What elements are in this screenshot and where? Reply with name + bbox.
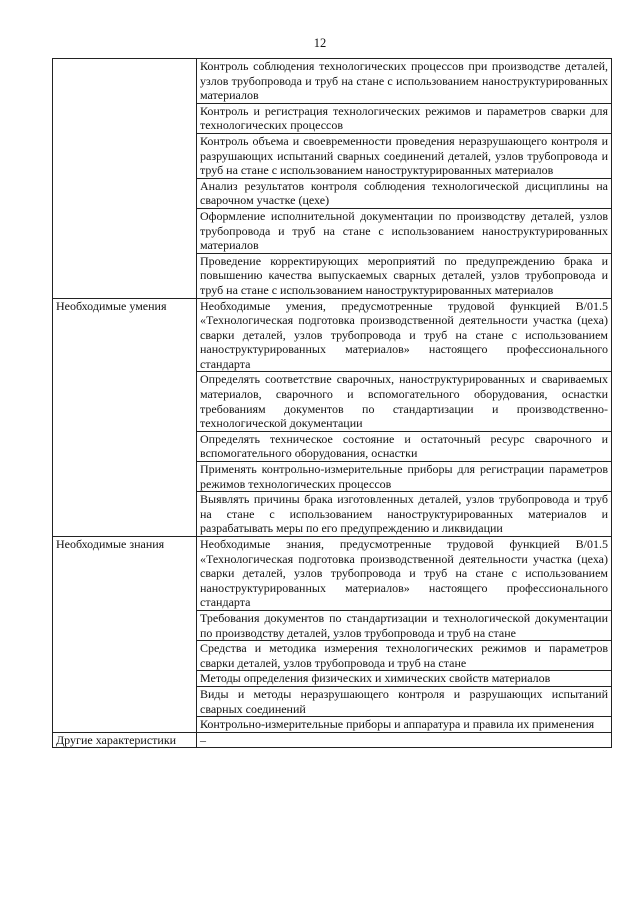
table-cell: Методы определения физических и химических свойств материалов — [197, 671, 612, 687]
table-cell: Контроль объема и своевременности проведения неразрушающего контроля и разрушающих испытаний сварных соединений деталей, узлов трубопровода и труб на стане с использованием наноструктурированных материалов — [197, 133, 612, 178]
table-cell: Контроль и регистрация технологических режимов и параметров сварки для технологических процессов — [197, 103, 612, 133]
table-cell: Применять контрольно-измерительные приборы для регистрации параметров режимов технологических процессов — [197, 462, 612, 492]
table-row — [53, 732, 612, 748]
table-cell: Определять соответствие сварочных, наноструктурированных и свариваемых материалов, сварочного и вспомогательного оборудования, оснастки требованиям документов по стандартизации и производственно-технологической документации — [197, 372, 612, 431]
table-row — [53, 537, 612, 611]
row-label-knowledge: Необходимые знания — [53, 537, 197, 733]
table-cell: Выявлять причины брака изготовленных деталей, узлов трубопровода и труб на стане с использованием наноструктурированных материалов и разрабатывать меры по его предупреждению и ликвидации — [197, 492, 612, 537]
requirements-table — [52, 58, 612, 748]
table-cell: – — [197, 732, 612, 748]
table-cell: Анализ результатов контроля соблюдения технологической дисциплины на сварочном участке (цехе) — [197, 178, 612, 208]
page-number: 12 — [313, 36, 327, 50]
table-cell: Необходимые умения, предусмотренные трудовой функцией B/01.5 «Технологическая подготовка производственной деятельности участка (цеха) сварки деталей, узлов трубопровода и труб на стане с использованием наноструктурированных материалов» настоящего профессионального стандарта — [197, 298, 612, 372]
table-cell: Проведение корректирующих мероприятий по предупреждению брака и повышению качества выпускаемых сварных деталей, узлов трубопровода и труб на стане с использованием наноструктурированных материалов — [197, 253, 612, 298]
table-cell: Оформление исполнительной документации по производству деталей, узлов трубопровода и труб на стане с использованием наноструктурированных материалов — [197, 208, 612, 253]
row-label-skills: Необходимые умения — [53, 298, 197, 537]
row-label-other: Другие характеристики — [53, 732, 197, 748]
row-label — [53, 59, 197, 299]
table-cell: Определять техническое состояние и остаточный ресурс сварочного и вспомогательного оборудования, оснастки — [197, 431, 612, 461]
table-cell: Требования документов по стандартизации и технологической документации по производству деталей, узлов трубопровода и труб на стане — [197, 610, 612, 640]
table-row — [53, 59, 612, 104]
table-cell: Необходимые знания, предусмотренные трудовой функцией B/01.5 «Технологическая подготовка производственной деятельности участка (цеха) сварки деталей, узлов трубопровода и труб на стане с использованием наноструктурированных материалов» настоящего профессионального стандарта — [197, 537, 612, 611]
table-cell: Контроль соблюдения технологических процессов при производстве деталей, узлов трубопровода и труб на стане с использованием наноструктурированных материалов — [197, 59, 612, 104]
table-cell: Средства и методика измерения технологических режимов и параметров сварки деталей, узлов трубопровода и труб на стане — [197, 641, 612, 671]
table-cell: Контрольно-измерительные приборы и аппаратура и правила их применения — [197, 717, 612, 733]
table-cell: Виды и методы неразрушающего контроля и разрушающих испытаний сварных соединений — [197, 686, 612, 716]
table-row — [53, 298, 612, 372]
